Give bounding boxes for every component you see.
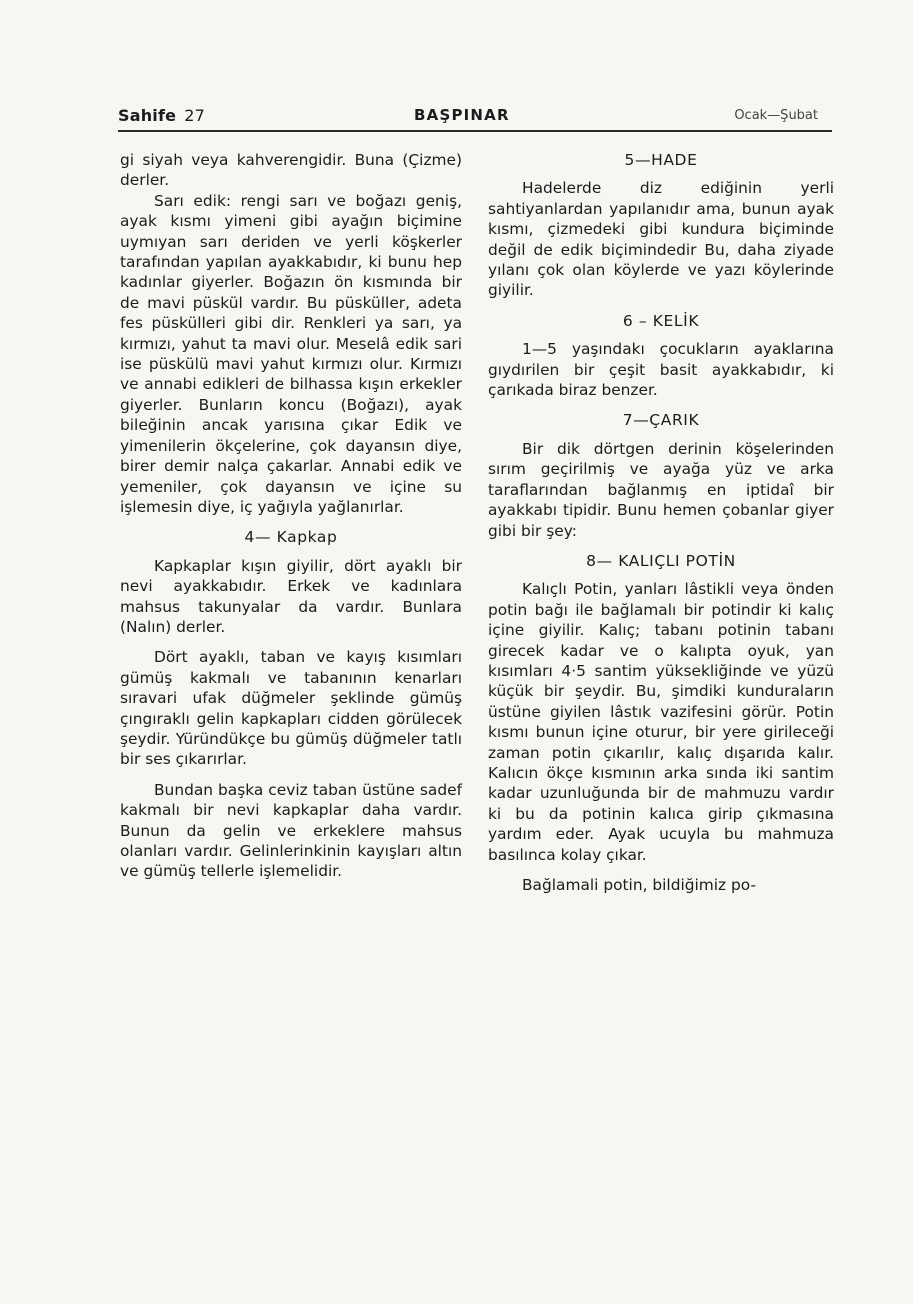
page-number-label: Sahife 27 (118, 106, 205, 125)
paragraph: Kapkaplar kışın giyilir, dört ayaklı bir nevi ayakkabıdır. Erkek ve kadınlara mahsus takunyalar da vardır. Bunlara (Nalın) derler. (120, 556, 462, 636)
section-heading: 7—ÇARIK (622, 411, 700, 430)
paragraph: Bir dik dörtgen derinin köşelerinden sırım geçirilmiş ve ayağa yüz ve arka taraflarından bağlanmış en iptidaî bir ayakkabı tipidir. Bunu hemen çobanlar giyer gibi bir şey: (488, 439, 834, 540)
section-heading: 4— Kapkap (244, 528, 338, 547)
left-column (120, 150, 462, 882)
header-rule (118, 130, 832, 132)
paragraph: Bağlamali potin, bildiğimiz po- (522, 876, 757, 894)
paragraph: Hadelerde diz ediğinin yerli sahtiyanlardan yapılanıdır ama, bunun ayak kısmı, çizmedeki gibi kundura biçiminde değil de edik biçimindedir Bu, daha ziyade yılanı çok olan köylerde ve yazı köylerinde giyilir. (488, 179, 834, 300)
journal-title: BAŞPINAR (414, 106, 510, 124)
paragraph: gi siyah veya kahverengidir. Buna (Çizme) derler. (120, 151, 462, 190)
section-heading: 5—HADE (624, 151, 698, 169)
section-heading: 6 – KELİK (622, 311, 700, 330)
section-heading: 8— KALIÇLI POTİN (586, 551, 736, 570)
page-number: 27 (184, 106, 205, 125)
paragraph: Sarı edik: rengi sarı ve boğazı geniş, ayak kısmı yimeni gibi ayağın biçimine uymıyan sarı deriden ve yerli köşkerler tarafından yapılan ayakkabıdır, ki bunu hep kadınlar giyerler. Boğazın ön kısmında bir de mavi püskül vardır. Bu püsküller, adeta fes püskülleri gibi dir. Renkleri ya sarı, ya kırmızı, yahut ta mavi olur. Meselâ edik sari ise püskülü mavi yahut kırmızı olur. Kırmızı ve annabi edikleri de bilhassa kışın erkekler giyerler. Bunların koncu (Boğazı), ayak bileğinin ancak yarısına çıkar Edik ve yimenilerin ökçelerine, çok dayansın diye, birer demir nalça çakarlar. Annabi edik ve yemeniler, çok dayansın ve içine su işlemesin diye, iç yağıyla yağlanırlar. (120, 191, 462, 516)
right-column (488, 150, 834, 895)
paragraph: Kalıçlı Potin, yanları lâstikli veya önden potin bağı ile bağlamalı bir potindir ki kalıç içine giyilir. Kalıç; tabanı potinin tabanı girecek kadar ve o kalıpta oyuk, yan kısımları 4·5 santim yüksekliğinde ve yüzü küçük bir şeydir. Bu, şimdiki kunduraların üstüne giyilen lâstık vazifesini görür. Potin kısmı bunun içine oturur, bir yere girileceği zaman potin çıkarılır, kalıç dışarıda kalır. Kalıcın ökçe kısmının arka sında iki santim kadar uzunluğunda bir de mahmuzu vardır ki bu da potinin kalıca girip çıkmasına yardım eder. Ayak ucuyla bu mahmuza basılınca kolay çıkar. (488, 580, 834, 864)
page-header (118, 104, 818, 130)
paragraph: 1—5 yaşındakı çocukların ayaklarına gıydırilen bir çeşit basit ayakkabıdır, ki çarıkada biraz benzer. (488, 340, 834, 400)
issue-label: Ocak—Şubat (734, 108, 818, 123)
paragraph: Bundan başka ceviz taban üstüne sadef kakmalı bir nevi kapkaplar daha vardır. Bunun da gelin ve erkeklere mahsus olanları vardır. Gelinlerinkinin kayışları altın ve gümüş tellerle işlemelidir. (120, 780, 462, 881)
paragraph: Dört ayaklı, taban ve kayış kısımları gümüş kakmalı ve tabanının kenarları sıravari ufak düğmeler şeklinde gümüş çıngıraklı gelin kapkapları cidden görülecek şeydir. Yüründükçe bu gümüş düğmeler tatlı bir ses çıkarırlar. (120, 648, 462, 769)
